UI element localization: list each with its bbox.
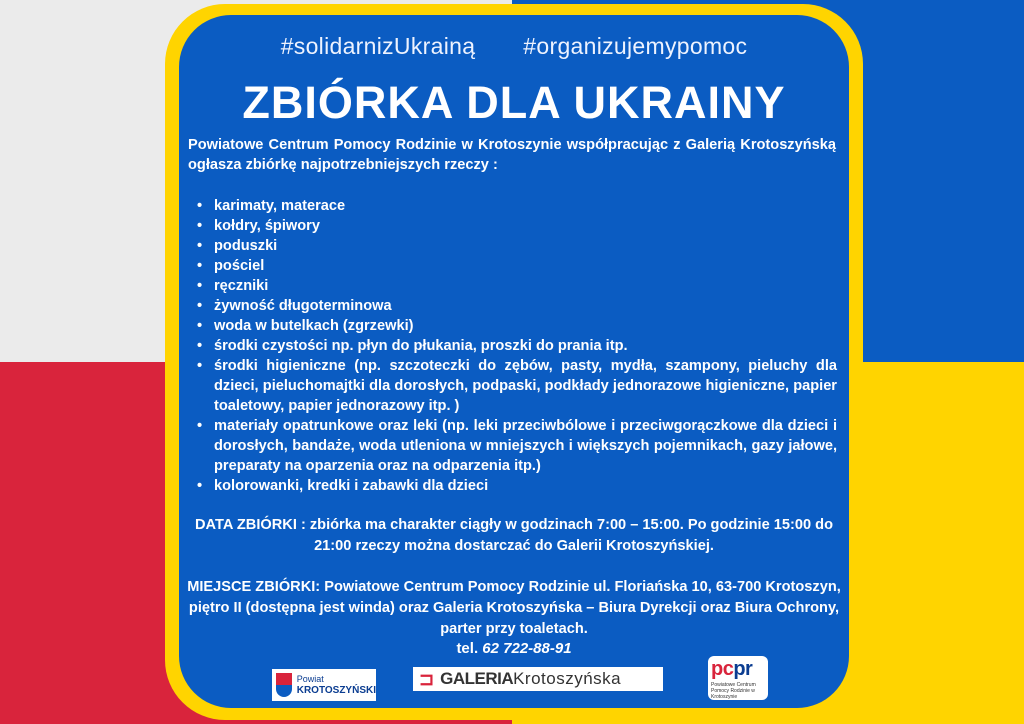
hashtag-organizujemy: #organizujemypomoc bbox=[523, 33, 748, 59]
list-item: • materiały opatrunkowe oraz leki (np. leki przeciwbólowe i przeciwgorączkowe dla dzieci i dorosłych, bandaże, woda utleniona w mniejszych i większych pojemnikach, gazy jałowe, preparaty na oparzenia oraz na odparzenia itp.) bbox=[197, 416, 837, 476]
list-item: • pościel bbox=[197, 256, 837, 276]
galeria-word: GALERIA bbox=[440, 669, 514, 688]
list-item: • kołdry, śpiwory bbox=[197, 216, 837, 236]
poster-panel bbox=[179, 15, 849, 708]
list-item: • kolorowanki, kredki i zabawki dla dzieci bbox=[197, 476, 837, 496]
intro-text: Powiatowe Centrum Pomocy Rodzinie w Krotoszynie współpracując z Galerią Krotoszyńską ogłasza zbiórkę najpotrzebniejszych rzeczy : bbox=[188, 137, 836, 173]
tel-number: 62 722-88-91 bbox=[482, 640, 572, 657]
pcpr-b: pr bbox=[733, 658, 753, 680]
galeria-word-2: Krotoszyńska bbox=[513, 669, 622, 688]
collection-dates: DATA ZBIÓRKI : zbiórka ma charakter ciągły w godzinach 7:00 – 15:00. Po godzinie 15:00 do 21:00 rzeczy można dostarczać do Galerii Krotoszyńskiej. bbox=[195, 517, 833, 554]
powiat-line2: KROTOSZYŃSKI bbox=[296, 685, 376, 696]
powiat-line1: Powiat bbox=[296, 674, 324, 684]
poster-title: ZBIÓRKA DLA UKRAINY bbox=[242, 77, 786, 128]
list-item: • środki czystości np. płyn do płukania, proszki do prania itp. bbox=[197, 336, 837, 356]
list-item: • poduszki bbox=[197, 236, 837, 256]
items-list bbox=[197, 196, 837, 496]
pcpr-subtitle: Powiatowe Centrum Pomocy Rodzinie w Krotoszynie bbox=[711, 682, 756, 700]
list-item: • żywność długoterminowa bbox=[197, 296, 837, 316]
hashtags bbox=[179, 33, 849, 60]
hashtag-solidarni: #solidarnizUkrainą bbox=[280, 33, 476, 59]
pcpr-a: pc bbox=[711, 658, 734, 680]
telephone bbox=[179, 640, 849, 657]
list-item: • karimaty, materace bbox=[197, 196, 837, 216]
pcpr-logo bbox=[708, 656, 768, 700]
galeria-mark-icon: ⊐ bbox=[419, 668, 435, 689]
tel-label: tel. bbox=[456, 640, 479, 657]
collection-place: MIEJSCE ZBIÓRKI: Powiatowe Centrum Pomocy Rodzinie ul. Floriańska 10, 63-700 Krotoszyn, piętro II (dostępna jest winda) oraz Galeria Krotoszyńska – Biura Dyrekcji oraz Biura Ochrony, parter przy toaletach. bbox=[187, 579, 841, 637]
list-item: • woda w butelkach (zgrzewki) bbox=[197, 316, 837, 336]
powiat-logo bbox=[272, 669, 376, 701]
list-item: • środki higieniczne (np. szczoteczki do zębów, pasty, mydła, szampony, pieluchy dla dzieci, pieluchomajtki dla dorosłych, podpaski, podkłady jednorazowe higieniczne, papier toaletowy, papier jednorazowy itp. ) bbox=[197, 356, 837, 416]
galeria-logo bbox=[413, 667, 663, 691]
crest-icon bbox=[276, 673, 292, 697]
list-item: • ręczniki bbox=[197, 276, 837, 296]
